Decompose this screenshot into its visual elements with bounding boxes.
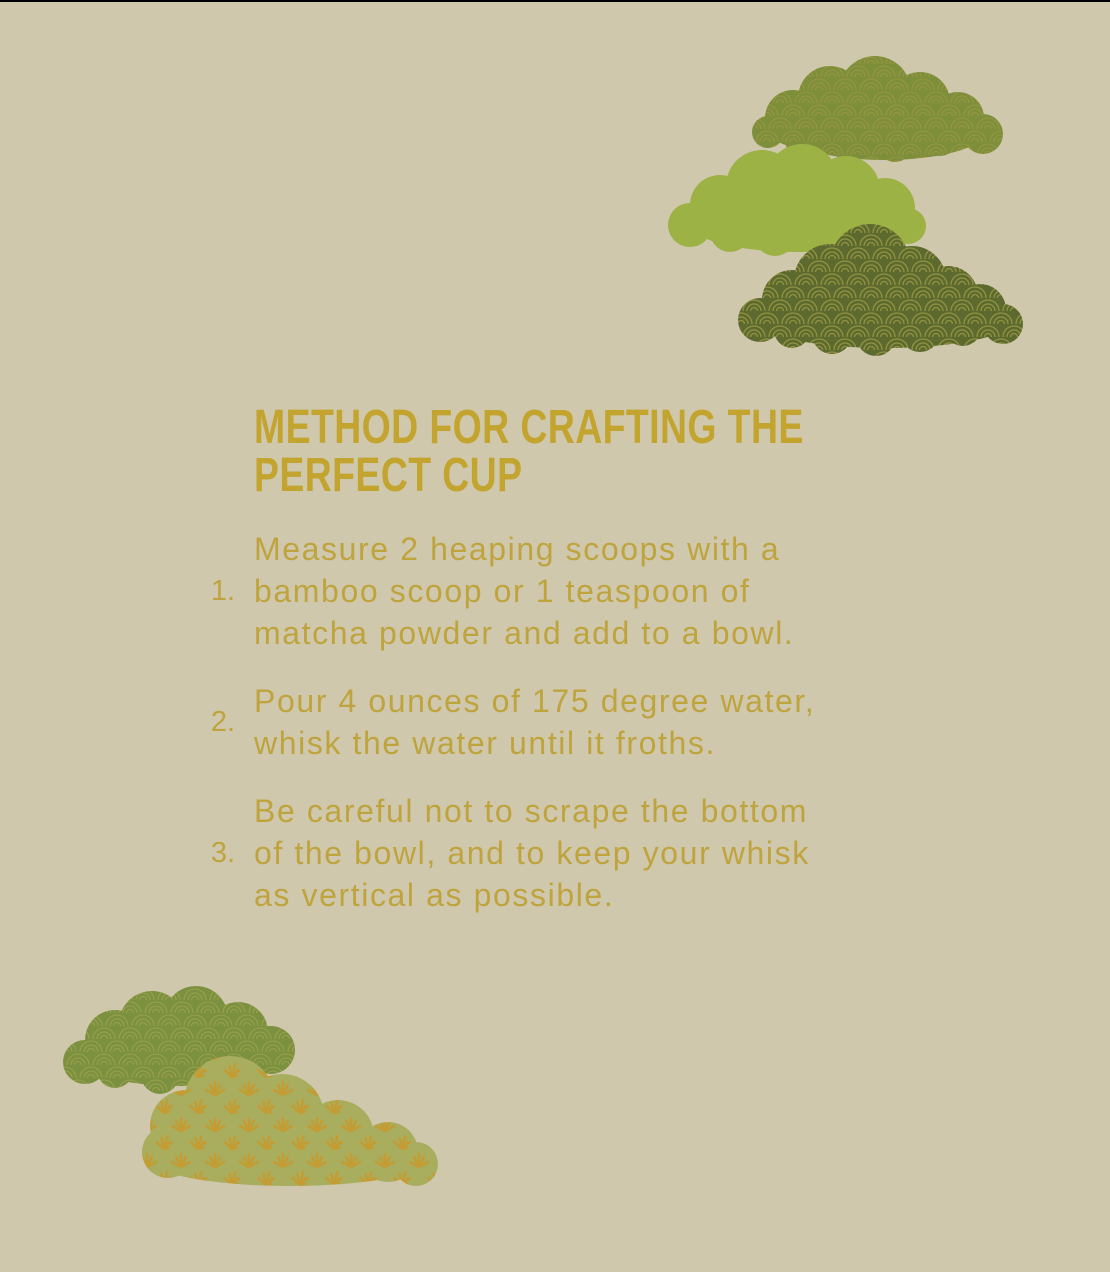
step-2-line-2: whisk the water until it froths. bbox=[254, 725, 717, 761]
step-1-text bbox=[254, 528, 794, 654]
step-1 bbox=[204, 528, 904, 654]
step-3 bbox=[204, 790, 904, 916]
step-3-text bbox=[254, 790, 810, 916]
step-3-number: 3. bbox=[210, 837, 236, 869]
step-2-number: 2. bbox=[210, 706, 236, 738]
method-section bbox=[204, 401, 904, 942]
step-2-text bbox=[254, 680, 815, 764]
step-1-number: 1. bbox=[210, 575, 236, 607]
section-title bbox=[204, 401, 904, 502]
step-2-line-1: Pour 4 ounces of 175 degree water, bbox=[254, 683, 816, 719]
title-line-1: METHOD FOR CRAFTING THE bbox=[254, 401, 804, 454]
cloud-top-olive-seigaiha bbox=[752, 56, 1003, 162]
step-3-line-1: Be careful not to scrape the bottom bbox=[254, 793, 809, 829]
step-1-line-3: matcha powder and add to a bowl. bbox=[254, 615, 795, 651]
step-3-line-2: of the bowl, and to keep your whisk bbox=[254, 835, 810, 871]
step-1-line-1: Measure 2 heaping scoops with a bbox=[254, 531, 781, 567]
top-border-line bbox=[0, 0, 1110, 2]
step-1-line-2: bamboo scoop or 1 teaspoon of bbox=[254, 573, 751, 609]
title-line-2: PERFECT CUP bbox=[254, 449, 523, 502]
steps-list bbox=[204, 528, 904, 916]
step-2 bbox=[204, 680, 904, 764]
step-3-line-3: as vertical as possible. bbox=[254, 877, 615, 913]
